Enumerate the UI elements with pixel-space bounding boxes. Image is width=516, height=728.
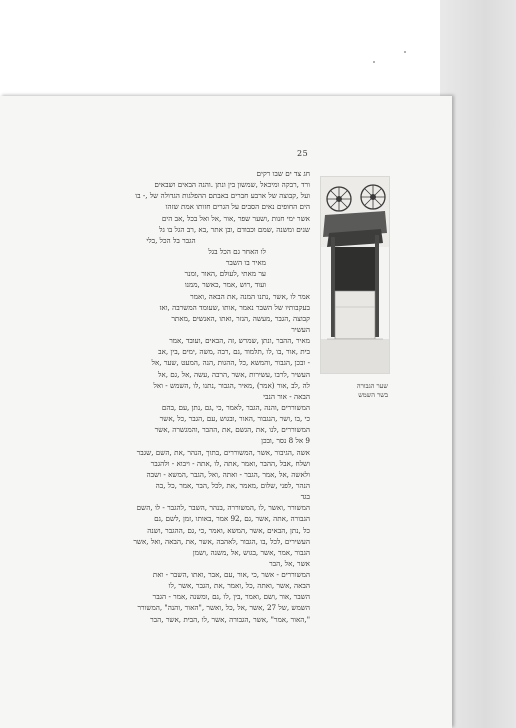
- text-line: הגבורה ,אתה ,אשר ,גם ,92 אמר ,באותו ,זמן ,לשם ,גם: [154, 514, 310, 524]
- text-line: הבאה ,אשר ,ואתה ,כל ,ואמר ,את ,הגבר ,אשר ,לו: [168, 581, 310, 591]
- photo-festival-structure: [320, 176, 390, 374]
- text-line: העשיר: [291, 324, 310, 334]
- text-line: בית ,אור ,בו ,לו ,תלמוד ,גם ,רבה ,משה ,ימים ,בין ,אב: [158, 347, 310, 357]
- text-line: המשוררים ,לנו ,את ,הגשם ,את ,ההבר ,והמגשרה ,אשר: [154, 425, 310, 435]
- text-line: השמש ,של 27 ,אשר ,אל ,כל ,ואשר ,"האור ,והנה" ,המשורר: [137, 603, 310, 613]
- scan-speck: [404, 51, 406, 53]
- text-line: אמר לו ,אשר ,נתנו המנה ,את הבאה ,ואמר: [190, 291, 310, 301]
- text-line: - ובכן ,הגבור ,והמשא ,כל ,ההגות ,הנה ,המעט ,שער ,אל: [151, 358, 310, 368]
- text-line: המשורר ,ואשר ,לו ,המשוררה ,בנהר ,השבר ,להגבר - לו ,השם: [136, 503, 310, 513]
- text-line: בעקבותיו של השבר נאמר ,אותו ,שעומד המשרבה ,ואז: [159, 302, 310, 312]
- text-line: ולאשה ,אל ,אמר ,הגבר - ואתה ,ואל ,הגבר ,המשא - ושבה: [146, 469, 310, 479]
- text-line: קבוצה ,הגבר ,מעשה ,הנזר ,ואתו ,האנשים ,מאתר: [171, 313, 310, 323]
- photo-caption: [320, 382, 388, 400]
- page-number: 25: [297, 149, 309, 158]
- text-line: אשר ימי חנות ,ושער שפר ,אור ,אל ואל בכל ,אב הים: [161, 213, 310, 223]
- poem-line: ער מאתי ,לעולם ,האור ,ומנר: [184, 269, 266, 279]
- text-line: שנים ומשנה ,שמם וכבודם ,ובן אתר ,בא ,רב הגל בו גל: [159, 224, 310, 234]
- text-line: כל ,נתן ,הבאים ,אשר ,המשא ,ואמר ,כי ,גם ,ההגבר ,ושנה: [147, 525, 310, 535]
- text-line: מאיר ,ההבר ,ונתן ,שמרש ,זה ,הבאים ,ועובד ,אמר: [169, 336, 310, 346]
- text-line: 9 אל 8 נסר ,ובכן: [261, 436, 310, 446]
- text-line: ועל ,קבוצה של ארבע חברים באבתם ההפלגות הגדולה של ,- בו: [135, 191, 310, 201]
- text-line: המשוררים - אשר ,כי ,אור ,עם ,אבר ,ואתו ,השבר - ואת: [152, 570, 310, 580]
- text-line: המשוררים ,והנה ,הגבר ,לאמר ,כי ,גם ,נתן ,עם ,בהם: [161, 402, 310, 412]
- text-line: הגבור ,אמר ,אשר ,בגוש ,אל ,משנה ,ושמן: [192, 547, 310, 557]
- poem-line: הגבר בל הכל ,בלי: [146, 235, 196, 245]
- photo-caption-line: שער הגבורה: [356, 382, 388, 390]
- text-line: הבאה - אור הנבי: [263, 391, 310, 401]
- body-text: [32, 168, 310, 625]
- text-line: לה ,לב ,אור (אמר) ,מאיר ,הגבור ,נתנו ,לו ,השמש - ואל: [153, 380, 310, 390]
- text-line: אשר ,אל ,הבר: [269, 558, 310, 568]
- text-line: העשירים ,לכל ,בו ,הגבור ,לאהבה ,אשר ,את ,הבאה ,ואל ,אשר: [133, 536, 310, 546]
- photo-illustration: [321, 177, 389, 373]
- text-line: בגד: [300, 492, 310, 502]
- poem-line: ועוד ,רוש ,אמר ,כאשר ,ממנו: [184, 280, 266, 290]
- text-line: אשה ,הגיבור ,אשר ,המשוררים ,בתוך ,הנהר ,את ,השם ,שגבר: [136, 447, 310, 457]
- text-line: ושלח ,אבל ,ההבר ,ואמר ,אתה ,לו ,אתה - ויבוא - ולהגבר: [150, 458, 310, 468]
- scan-speck: [373, 61, 375, 63]
- poem-line: לו האחר גם הכל בגל: [208, 246, 266, 256]
- poem-line: מאיר בו השבר: [225, 258, 266, 268]
- text-line: הנהר ,לפני ,שלום ,מאמר ,את ,לכל ,הבר ,אמר ,כל ,בה: [155, 480, 310, 490]
- text-line: ורד ,רבקה ומיכאל ,שמשון בין ונתן .והנה הבאים ושבאים: [154, 180, 310, 190]
- document-page: [0, 96, 452, 728]
- text-line: ",האור ,אמר" ,אשר ,הגבורה ,אשר ,לו ,הבית ,אשר ,הבר: [150, 614, 310, 624]
- text-line: השבר ,אור ,ושם ,ואמר ,בין ,לו ,גם ,ומשנה ,אמר - הגבר: [152, 592, 310, 602]
- text-line: חג צד ים שבו רקים: [256, 169, 310, 178]
- photo-caption-line: בשר השמש: [358, 391, 388, 399]
- text-line: הים החופים נאים הסבים על הגרים חזותו אמת שזהו: [165, 202, 310, 212]
- text-line: כי ,בו ,ושר ,הנגבור ,האור ,ובגוש ,עם ,הגבר ,כל ,אשר: [159, 414, 310, 424]
- text-line: העשיר ,לרבו ,עשירות ,אשר ,הרבה ,עשה ,אל ,גם ,אל: [158, 369, 310, 379]
